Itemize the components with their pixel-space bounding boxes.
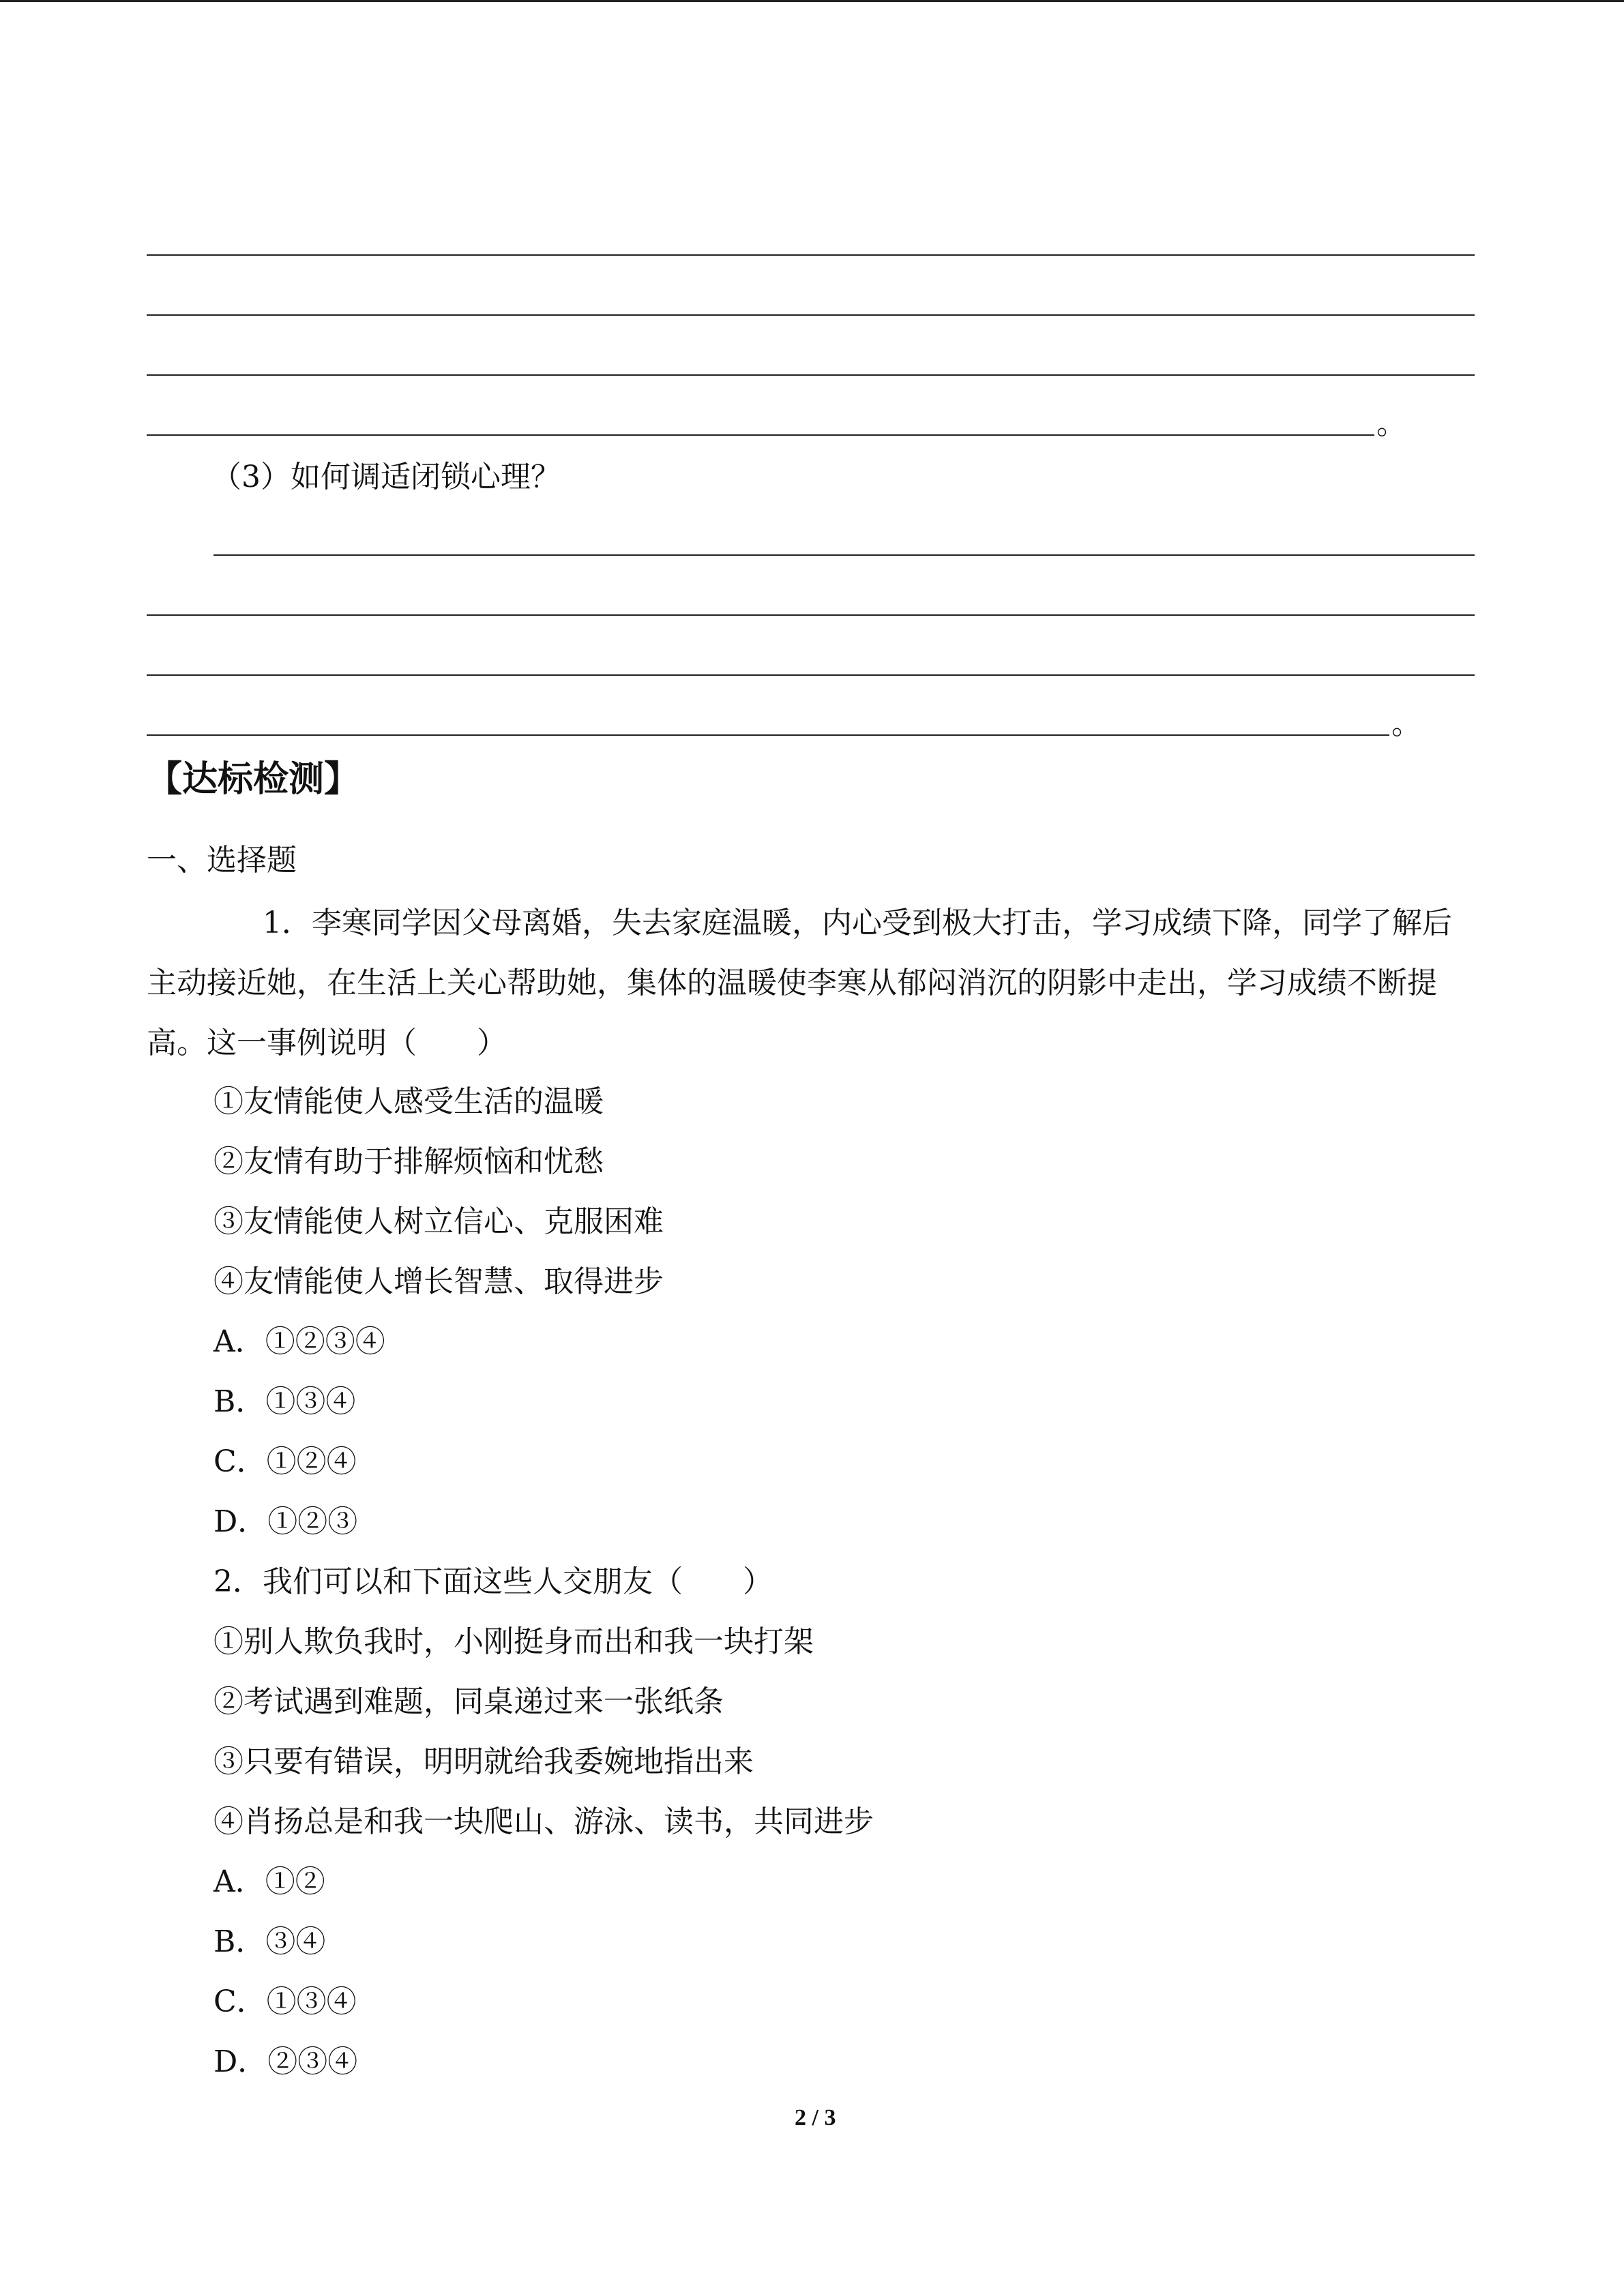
q2-stem: 2．我们可以和下面这些人交朋友（ ） [213,1564,773,1599]
q2-option-b: B．③④ [213,1924,326,1959]
question-3-prompt: （3）如何调适闭锁心理？ [211,460,561,494]
q2-option-c: C．①③④ [213,1984,357,2019]
answer-end-mark: 。 [1391,706,1421,741]
q1-option-d: D．①②③ [213,1504,358,1539]
answer-line [213,554,1475,556]
answer-line [147,734,1389,736]
section-title: 【达标检测】 [147,759,360,800]
q1-statement: ④友情能使人增长智慧、取得进步 [213,1264,664,1299]
answer-line [147,434,1374,436]
q1-stem: 1．李寒同学因父母离婚，失去家庭温暖，内心受到极大打击，学习成绩下降，同学了解后主动接近她，在生活上关心帮助她，集体的温暖使李寒从郁闷消沉的阴影中走出，学习成绩不断提高。这一事例说明（ ） [147,906,1452,1060]
q1-statement: ①友情能使人感受生活的温暖 [213,1084,604,1119]
page-number: 2 / 3 [795,2105,836,2130]
subsection-title: 一、选择题 [147,843,297,878]
q2-statement: ④肖扬总是和我一块爬山、游泳、读书，共同进步 [213,1804,874,1839]
page-top-border [0,0,1624,2]
q1-option-a: A．①②③④ [213,1324,385,1359]
q2-statement: ①别人欺负我时，小刚挺身而出和我一块打架 [213,1624,814,1659]
q1-option-b: B．①③④ [213,1384,356,1419]
q2-option-a: A．①② [213,1864,325,1899]
answer-line [147,614,1475,616]
q2-statement: ③只要有错误，明明就给我委婉地指出来 [213,1744,754,1779]
answer-line [147,374,1475,376]
answer-end-mark: 。 [1376,406,1406,441]
answer-line [147,674,1475,676]
answer-line [147,314,1475,316]
answer-line [147,254,1475,256]
q1-option-c: C．①②④ [213,1444,357,1479]
q1-statement: ③友情能使人树立信心、克服困难 [213,1204,664,1239]
q2-option-d: D．②③④ [213,2044,358,2079]
q2-statement: ②考试遇到难题，同桌递过来一张纸条 [213,1684,724,1719]
q1-statement: ②友情有助于排解烦恼和忧愁 [213,1144,604,1179]
